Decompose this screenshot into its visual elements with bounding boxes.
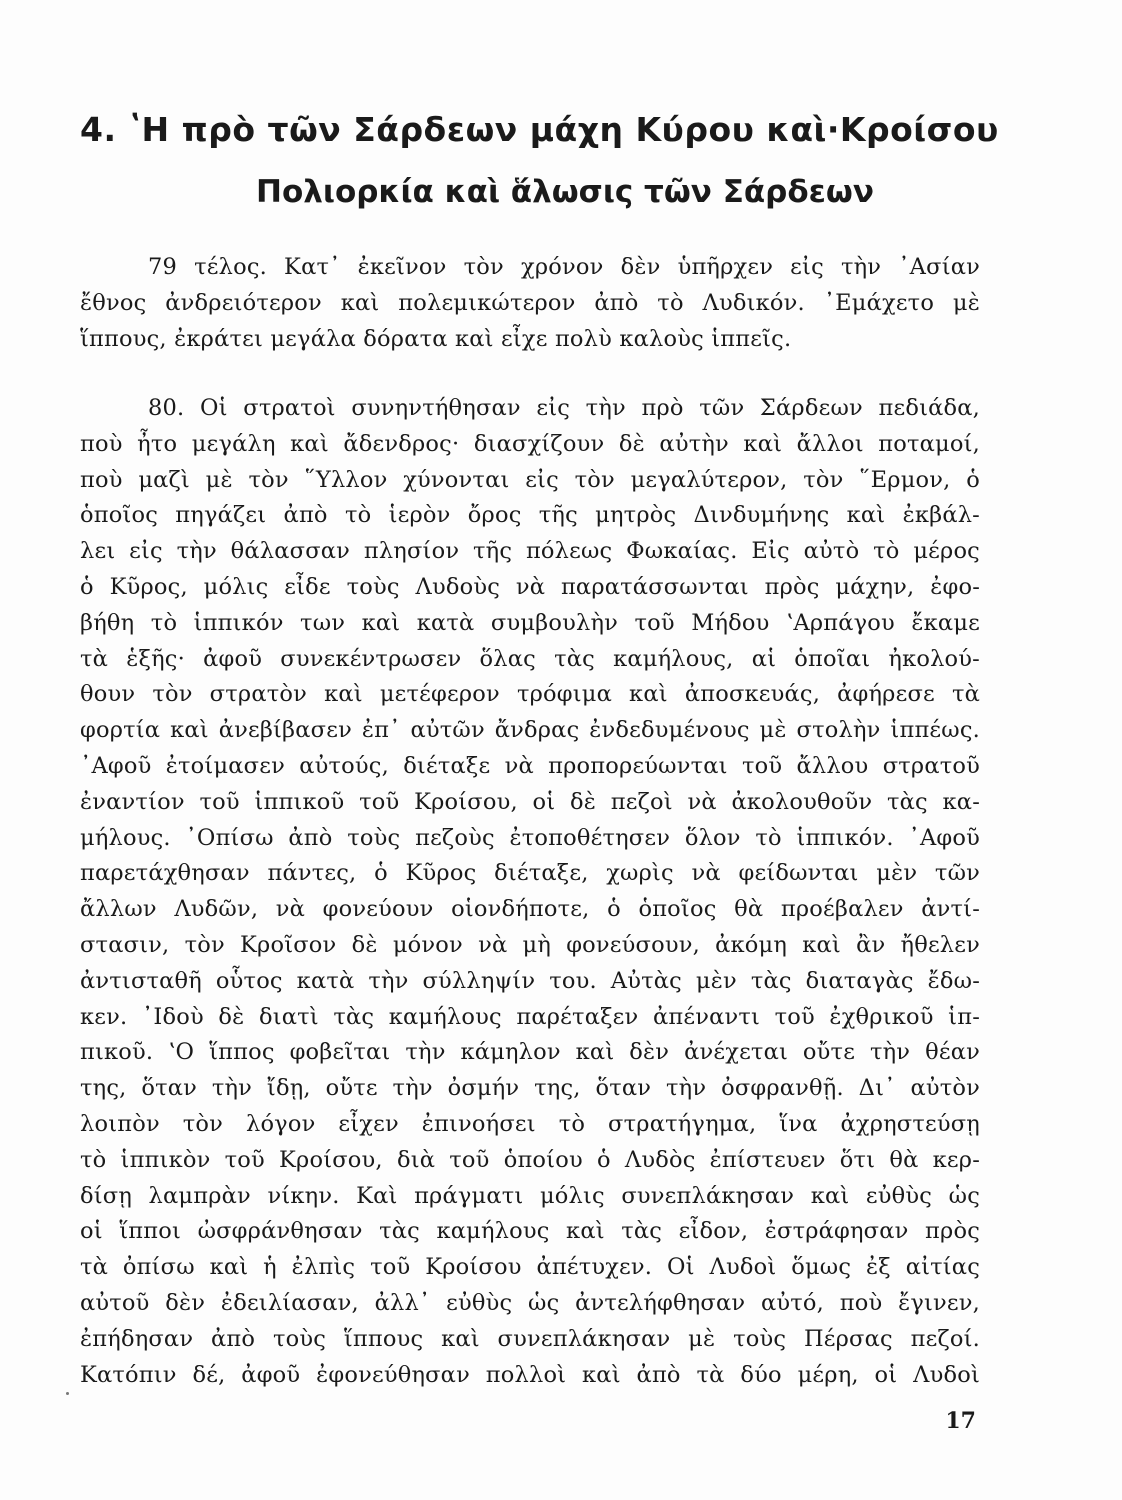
text-line: λοιπὸν τὸν λόγον εἶχεν ἐπινοήσει τὸ στρατήγημα, ἵνα ἀχρηστεύσῃ — [80, 1110, 980, 1137]
text-line: ἀντισταθῆ οὗτος κατὰ τὴν σύλληψίν του. Αὐτὰς μὲν τὰς διαταγὰς ἔδω- — [80, 967, 980, 994]
text-line: στασιν, τὸν Κροῖσον δὲ μόνον νὰ μὴ φονεύσουν, ἀκόμη καὶ ἂν ἤθελεν — [80, 931, 980, 958]
text-line: φορτία καὶ ἀνεβίβασεν ἐπ᾽ αὐτῶν ἄνδρας ἐνδεδυμένους μὲ στολὴν ἱππέως. — [80, 717, 980, 744]
paragraph-79 — [80, 250, 980, 357]
text-line: ποὺ μαζὶ μὲ τὸν ῞Υλλον χύνονται εἰς τὸν μεγαλύτερον, τὸν ῞Ερμον, ὁ — [80, 466, 980, 493]
text-line: ἵππους, ἐκράτει μεγάλα δόρατα καὶ εἶχε πολὺ καλοὺς ἱππεῖς. — [80, 325, 792, 352]
text-line: πικοῦ. ʽΟ ἵππος φοβεῖται τὴν κάμηλον καὶ δὲν ἀνέχεται οὔτε τὴν θέαν — [80, 1039, 980, 1066]
text-line: ἄλλων Λυδῶν, νὰ φονεύουν οἱονδήποτε, ὁ ὁποῖος θὰ προέβαλεν ἀντί- — [80, 896, 980, 923]
text-line: αὐτοῦ δὲν ἐδειλίασαν, ἀλλ᾽ εὐθὺς ὡς ἀντελήφθησαν αὐτό, ποὺ ἔγινεν, — [80, 1289, 980, 1316]
text-line: παρετάχθησαν πάντες, ὁ Κῦρος διέταξε, χωρὶς νὰ φείδωνται μὲν τῶν — [80, 860, 980, 887]
scan-speck — [66, 1392, 69, 1395]
text-line: κεν. ᾽Ιδοὺ δὲ διατὶ τὰς καμήλους παρέταξεν ἀπέναντι τοῦ ἐχθρικοῦ ἱπ- — [80, 1003, 980, 1030]
text-line: της, ὅταν τὴν ἴδῃ, οὔτε τὴν ὀσμήν της, ὅταν τὴν ὀσφρανθῇ. Δι᾽ αὐτὸν — [80, 1075, 980, 1102]
text-line: ὁποῖος πηγάζει ἀπὸ τὸ ἱερὸν ὄρος τῆς μητρὸς Δινδυμήνης καὶ ἐκβάλ- — [80, 502, 980, 529]
text-line: Κατόπιν δέ, ἀφοῦ ἐφονεύθησαν πολλοὶ καὶ ἀπὸ τὰ δύο μέρη, οἱ Λυδοὶ — [80, 1361, 980, 1388]
text-line: λει εἰς τὴν θάλασσαν πλησίον τῆς πόλεως Φωκαίας. Εἰς αὐτὸ τὸ μέρος — [80, 538, 980, 565]
text-line: ποὺ ἦτο μεγάλη καὶ ἄδενδρος· διασχίζουν δὲ αὐτὴν καὶ ἄλλοι ποταμοί, — [80, 430, 980, 457]
page-number: 17 — [945, 1408, 976, 1434]
text-line: δίσῃ λαμπρὰν νίκην. Καὶ πράγματι μόλις συνεπλάκησαν καὶ εὐθὺς ὡς — [80, 1182, 980, 1209]
text-line: ἔθνος ἀνδρειότερον καὶ πολεμικώτερον ἀπὸ τὸ Λυδικόν. ᾽Εμάχετο μὲ — [80, 289, 980, 316]
chapter-heading — [80, 108, 1050, 214]
text-line: τὸ ἱππικὸν τοῦ Κροίσου, διὰ τοῦ ὁποίου ὁ Λυδὸς ἐπίστευεν ὅτι θὰ κερ- — [80, 1146, 980, 1173]
text-line: ἐναντίον τοῦ ἱππικοῦ τοῦ Κροίσου, οἱ δὲ πεζοὶ νὰ ἀκολουθοῦν τὰς κα- — [80, 788, 980, 815]
text-line: μήλους. ᾽Οπίσω ἀπὸ τοὺς πεζοὺς ἐτοποθέτησεν ὅλον τὸ ἱππικόν. ᾽Αφοῦ — [80, 824, 980, 851]
text-line: 79 τέλος. Κατ᾽ ἐκεῖνον τὸν χρόνον δὲν ὑπῆρχεν εἰς τὴν ᾽Ασίαν — [148, 254, 980, 280]
text-line: θουν τὸν στρατὸν καὶ μετέφερον τρόφιμα καὶ ἀποσκευάς, ἀφήρεσε τὰ — [80, 681, 980, 708]
text-line: ὁ Κῦρος, μόλις εἶδε τοὺς Λυδοὺς νὰ παρατάσσωνται πρὸς μάχην, ἐφο- — [80, 573, 980, 600]
text-line: 80. Οἱ στρατοὶ συνηντήθησαν εἰς τὴν πρὸ τῶν Σάρδεων πεδιάδα, — [148, 395, 980, 421]
text-line: τὰ ὀπίσω καὶ ἡ ἐλπὶς τοῦ Κροίσου ἀπέτυχεν. Οἱ Λυδοὶ ὅμως ἐξ αἰτίας — [80, 1254, 980, 1281]
text-line: ᾽Αφοῦ ἐτοίμασεν αὐτούς, διέταξε νὰ προπορεύωνται τοῦ ἄλλου στρατοῦ — [80, 752, 980, 779]
heading-subtitle: Πολιορκία καὶ ἅλωσις τῶν Σάρδεων — [256, 174, 874, 210]
heading-title: 4. ʽΗ πρὸ τῶν Σάρδεων μάχη Κύρου καὶ·Κροίσου — [80, 110, 999, 149]
text-line: βήθη τὸ ἱππικόν των καὶ κατὰ συμβουλὴν τοῦ Μήδου ʽΑρπάγου ἔκαμε — [80, 609, 980, 636]
text-line: ἐπήδησαν ἀπὸ τοὺς ἵππους καὶ συνεπλάκησαν μὲ τοὺς Πέρσας πεζοί. — [80, 1325, 980, 1352]
paragraph-80 — [80, 391, 980, 1393]
text-line: οἱ ἵπποι ὠσφράνθησαν τὰς καμήλους καὶ τὰς εἶδον, ἐστράφησαν πρὸς — [80, 1218, 980, 1245]
text-line: τὰ ἑξῆς· ἀφοῦ συνεκέντρωσεν ὅλας τὰς καμήλους, αἱ ὁποῖαι ἠκολού- — [80, 645, 980, 672]
